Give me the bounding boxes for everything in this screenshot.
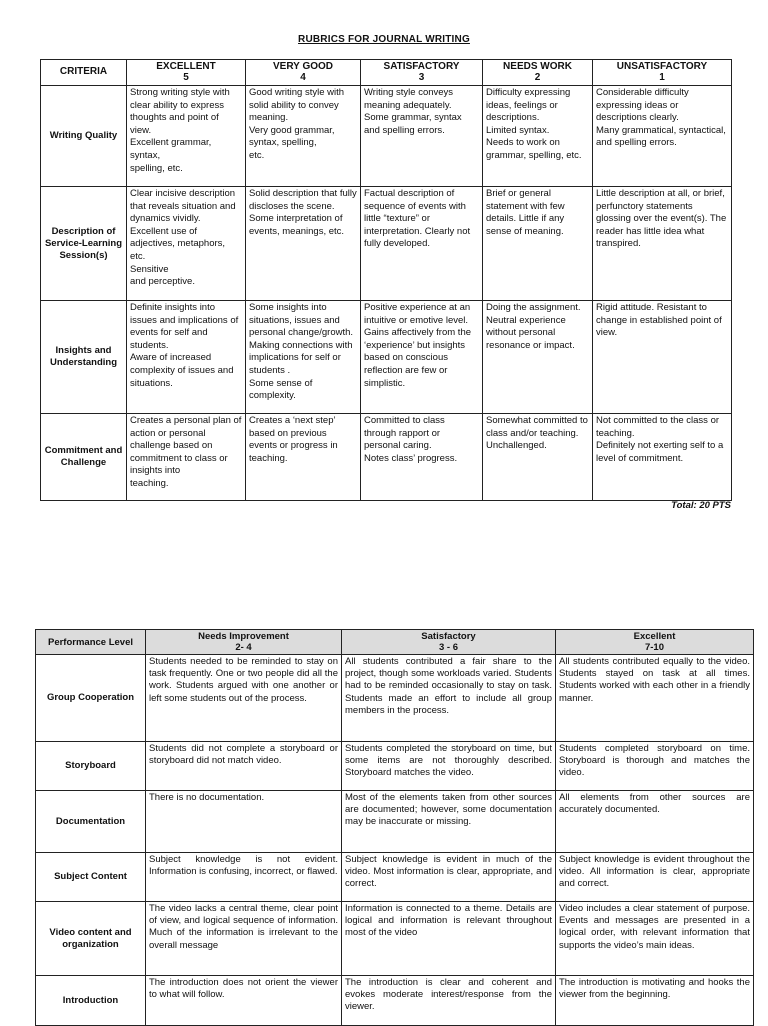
table-cell: Subject knowledge is evident throughout the video. All information is clear, appropriate and correct.	[556, 853, 754, 902]
table-row	[36, 853, 754, 902]
table-cell: Students did not complete a storyboard or storyboard did not match video.	[146, 742, 342, 791]
criteria-insights: Insights and Understanding	[41, 301, 127, 414]
table-row	[41, 414, 732, 501]
header-satisfactory: Satisfactory 3 - 6	[342, 630, 556, 655]
table-row	[36, 742, 754, 791]
criteria-video-content: Video content and organization	[36, 902, 146, 976]
criteria-documentation: Documentation	[36, 791, 146, 853]
table-cell: There is no documentation.	[146, 791, 342, 853]
table-cell: All students contributed a fair share to the project, though some workloads varied. Students had to be reminded occasionally to stay on task. Students made an effort to include all group members in the process.	[342, 655, 556, 742]
table-row	[36, 791, 754, 853]
table-cell: All students contributed equally to the video. Students stayed on task at all times. Students worked with each other in a friendly manner.	[556, 655, 754, 742]
table-row	[41, 86, 732, 187]
table-cell: Creates a ‘next step’ based on previous events or progress in teaching.	[246, 414, 361, 501]
table-cell: Little description at all, or brief, perfunctory statements glossing over the event(s). The reader has little idea what transpired.	[593, 187, 732, 301]
criteria-introduction: Introduction	[36, 976, 146, 1026]
journal-writing-rubric-table	[40, 59, 732, 501]
header-needs-improvement: Needs Improvement 2- 4	[146, 630, 342, 655]
table-cell: Considerable difficulty expressing ideas or descriptions clearly. Many grammatical, syntactical, and spelling errors.	[593, 86, 732, 187]
header-satisfactory: SATISFACTORY 3	[361, 60, 483, 86]
table-cell: Most of the elements taken from other sources are documented; however, some documentation may be inaccurate or missing.	[342, 791, 556, 853]
table-cell: The introduction is clear and coherent and evokes moderate interest/response from the viewer.	[342, 976, 556, 1026]
criteria-writing-quality: Writing Quality	[41, 86, 127, 187]
header-excellent: EXCELLENT 5	[127, 60, 246, 86]
table-cell: Doing the assignment. Neutral experience without personal resonance or impact.	[483, 301, 593, 414]
table-cell: The introduction is motivating and hooks the viewer from the beginning.	[556, 976, 754, 1026]
criteria-storyboard: Storyboard	[36, 742, 146, 791]
table-cell: Writing style conveys meaning adequately. Some grammar, syntax and spelling errors.	[361, 86, 483, 187]
header-very-good: VERY GOOD 4	[246, 60, 361, 86]
header-needs-work: NEEDS WORK 2	[483, 60, 593, 86]
criteria-subject-content: Subject Content	[36, 853, 146, 902]
table-cell: Brief or general statement with few details. Little if any sense of meaning.	[483, 187, 593, 301]
table-cell: Committed to class through rapport or personal caring. Notes class’ progress.	[361, 414, 483, 501]
table-cell: Definite insights into issues and implications of events for self and students. Aware of increased complexity of issues and situations.	[127, 301, 246, 414]
table-cell: Creates a personal plan of action or personal challenge based on commitment to class or insights into teaching.	[127, 414, 246, 501]
criteria-commitment: Commitment and Challenge	[41, 414, 127, 501]
table-cell: Subject knowledge is not evident. Information is confusing, incorrect, or flawed.	[146, 853, 342, 902]
table-cell: Students needed to be reminded to stay on task frequently. One or two people did all the work. Students argued with one another or left some students out of the process.	[146, 655, 342, 742]
table-cell: The video lacks a central theme, clear point of view, and logical sequence of information. Much of the information is irrelevant to the overall message	[146, 902, 342, 976]
table-cell: Students completed storyboard on time. Storyboard is thorough and matches the video.	[556, 742, 754, 791]
table-cell: Not committed to the class or teaching. Definitely not exerting self to a level of commitment.	[593, 414, 732, 501]
table-cell: All elements from other sources are accurately documented.	[556, 791, 754, 853]
criteria-group-cooperation: Group Cooperation	[36, 655, 146, 742]
header-performance-level: Performance Level	[36, 630, 146, 655]
table-row	[36, 902, 754, 976]
table-cell: Information is connected to a theme. Details are logical and information is relevant throughout most of the video	[342, 902, 556, 976]
header-row	[41, 60, 732, 86]
header-criteria: CRITERIA	[41, 60, 127, 86]
table-cell: Good writing style with solid ability to convey meaning. Very good grammar, syntax, spelling, etc.	[246, 86, 361, 187]
rubric1-title: RUBRICS FOR JOURNAL WRITING	[298, 34, 470, 45]
total-points: Total: 20 PTS	[671, 500, 731, 511]
header-unsatisfactory: UNSATISFACTORY 1	[593, 60, 732, 86]
table-cell: Students completed the storyboard on time, but some items are not thoroughly described. Storyboard matches the video.	[342, 742, 556, 791]
header-row	[36, 630, 754, 655]
table-cell: Somewhat committed to class and/or teaching. Unchallenged.	[483, 414, 593, 501]
table-row	[41, 187, 732, 301]
table-cell: Clear incisive description that reveals situation and dynamics vividly. Excellent use of adjectives, metaphors, etc. Sensitive and perceptive.	[127, 187, 246, 301]
table-row	[41, 301, 732, 414]
table-cell: Solid description that fully discloses the scene. Some interpretation of events, meanings, etc.	[246, 187, 361, 301]
table-row	[36, 976, 754, 1026]
table-row	[36, 655, 754, 742]
table-cell: Strong writing style with clear ability to express thoughts and point of view. Excellent grammar, syntax, spelling, etc.	[127, 86, 246, 187]
table-cell: Some insights into situations, issues and personal change/growth. Making connections with implications for self or students . Some sense of complexity.	[246, 301, 361, 414]
video-project-rubric-table	[35, 629, 754, 1026]
table-cell: The introduction does not orient the viewer to what will follow.	[146, 976, 342, 1026]
table-cell: Difficulty expressing ideas, feelings or descriptions. Limited syntax. Needs to work on grammar, spelling, etc.	[483, 86, 593, 187]
table-cell: Positive experience at an intuitive or emotive level. Gains affectively from the ‘experience’ but insights based on conscious reflection are few or simplistic.	[361, 301, 483, 414]
header-excellent: Excellent 7-10	[556, 630, 754, 655]
table-cell: Factual description of sequence of events with little “texture” or interpretation. Clearly not fully developed.	[361, 187, 483, 301]
table-cell: Subject knowledge is evident in much of the video. Most information is clear, appropriate, and correct.	[342, 853, 556, 902]
table-cell: Rigid attitude. Resistant to change in established point of view.	[593, 301, 732, 414]
criteria-description: Description of Service-Learning Session(s)	[41, 187, 127, 301]
table-cell: Video includes a clear statement of purpose. Events and messages are presented in a logical order, with relevant information that supports the video’s main ideas.	[556, 902, 754, 976]
